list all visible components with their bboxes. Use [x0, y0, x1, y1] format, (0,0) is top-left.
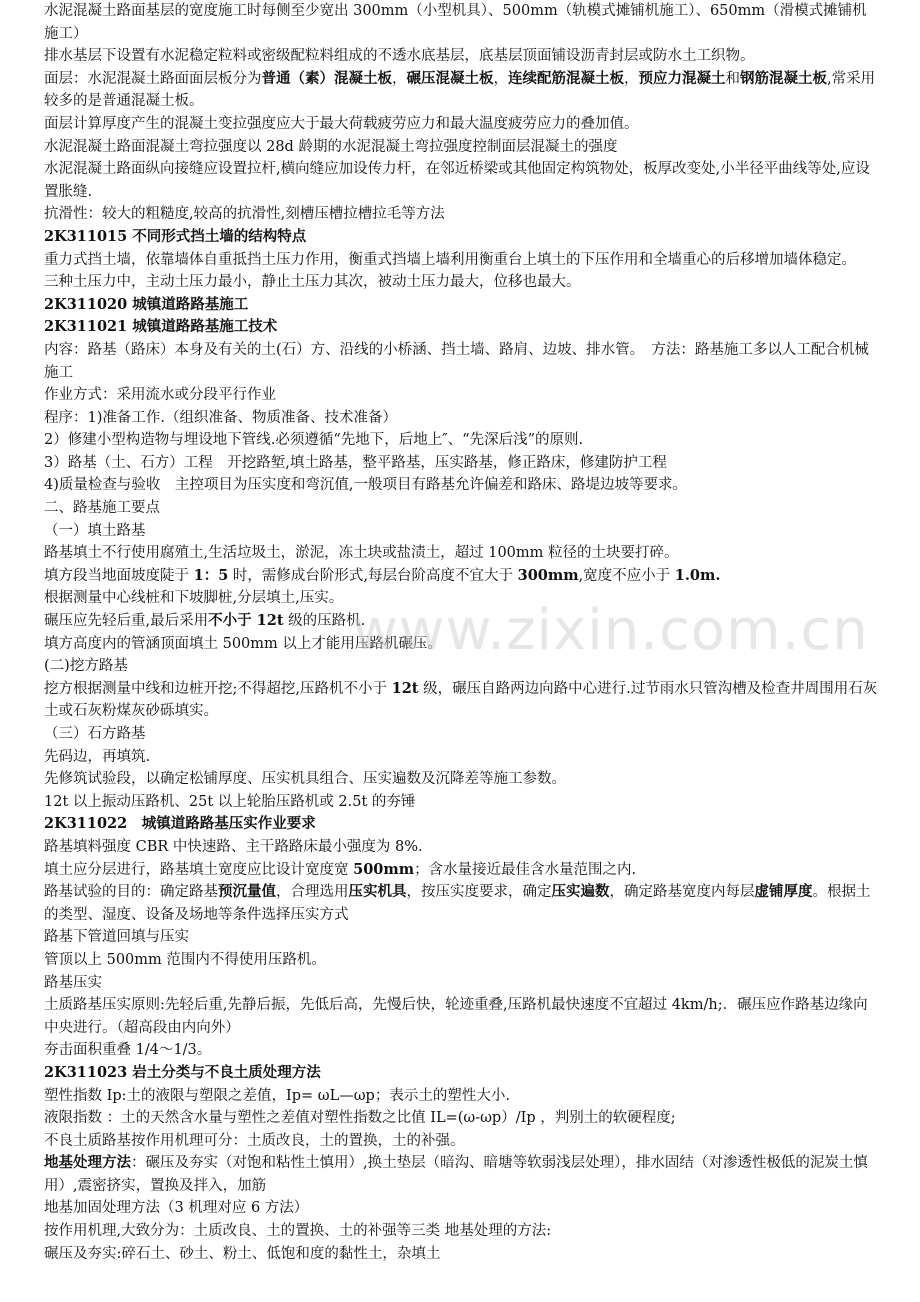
- text-line: [44, 610, 880, 633]
- text-segment: 路基试验的目的：确定路基: [44, 884, 218, 901]
- text-segment: （一）填土路基: [44, 522, 146, 539]
- text-segment: 不良土质路基按作用机理可分：土质改良，土的置换，土的补强。: [44, 1132, 465, 1149]
- text-segment: 2K311020 城镇道路路基施工: [44, 295, 249, 313]
- text-line: [44, 949, 880, 972]
- text-line: [44, 203, 880, 226]
- bold-text: 碾压混凝土板: [406, 69, 494, 87]
- text-line: [44, 113, 880, 136]
- bold-text: 地基处理方法: [44, 1154, 131, 1172]
- text-segment: 水泥混凝土路面混凝土弯拉强度以 28d 龄期的水泥混凝土弯拉强度控制面层混凝土的强度: [44, 138, 618, 155]
- bold-text: 钢筋混凝土板: [740, 69, 827, 87]
- text-line: [44, 678, 880, 723]
- text-line: [44, 633, 880, 656]
- text-segment: ，: [493, 70, 508, 87]
- text-segment: ：碾压及夯实（对饱和粘性土慎用）,换土垫层（暗沟、暗塘等软弱浅层处理），排水固结（对渗透性极低的泥炭土慎用）,震密挤实，置换及拌入，加筋: [44, 1155, 868, 1194]
- bold-text: 预沉量值: [218, 883, 276, 901]
- text-segment: 面层：水泥混凝土路面面层板分为: [44, 70, 262, 87]
- text-line: [44, 542, 880, 565]
- text-segment: 路基填土不行使用腐殖土,生活垃圾土，淤泥，冻土块或盐渍土，超过 100mm 粒径的土块要打碎。: [44, 545, 679, 562]
- bold-text: 不小于 12t: [208, 612, 284, 630]
- text-line: [44, 1197, 880, 1220]
- text-segment: ，确定路基宽度内每层: [609, 884, 755, 901]
- text-line: [44, 926, 880, 949]
- text-line: [44, 655, 880, 678]
- text-segment: 级的压路机.: [283, 613, 366, 630]
- section-heading: [44, 294, 880, 317]
- text-line: [44, 565, 880, 588]
- section-heading: [44, 226, 880, 249]
- bold-text: 500mm: [353, 860, 415, 878]
- section-heading: [44, 316, 880, 339]
- text-segment: 夯击面积重叠 1/4～1/3。: [44, 1042, 212, 1059]
- bold-text: 300mm: [517, 566, 579, 584]
- text-line: [44, 972, 880, 995]
- text-segment: 二、路基施工要点: [44, 500, 160, 517]
- text-line: [44, 859, 880, 882]
- text-line: [44, 1152, 880, 1197]
- text-line: [44, 497, 880, 520]
- text-segment: 抗滑性：较大的粗糙度,较高的抗滑性,刻槽压槽拉槽拉毛等方法: [44, 206, 445, 223]
- text-segment: (二)挖方路基: [44, 658, 128, 675]
- text-line: [44, 1243, 880, 1266]
- text-line: [44, 452, 880, 475]
- text-line: [44, 407, 880, 430]
- text-segment: 先修筑试验段，以确定松铺厚度、压实机具组合、压实遍数及沉降差等施工参数。: [44, 771, 566, 788]
- text-segment: 路基填料强度 CBR 中快速路、主干路路床最小强度为 8%.: [44, 838, 423, 855]
- text-segment: 2K311021 城镇道路路基施工技术: [44, 318, 278, 336]
- text-segment: 碾压及夯实:碎石土、砂土、粉土、低饱和度的黏性土，杂填土: [44, 1245, 441, 1262]
- text-segment: ；含水量接近最佳含水量范围之内.: [414, 861, 637, 878]
- text-line: [44, 768, 880, 791]
- text-segment: 12t 以上振动压路机、25t 以上轮胎压路机或 2.5t 的夯锤: [44, 793, 416, 810]
- bold-text: 压实机具: [348, 883, 407, 901]
- text-segment: 。根据土的类型、湿度、设备及场地等条件选择压实方式: [44, 884, 871, 923]
- text-line: [44, 429, 880, 452]
- text-segment: 级，碾压自路两边向路中心进行.过节雨水只管沟槽及检查井周围用石灰土或石灰粉煤灰砂砾填实。: [44, 680, 878, 720]
- text-line: [44, 994, 880, 1039]
- text-segment: 排水基层下设置有水泥稳定粒料或密级配粒料组成的不透水底基层，底基层顶面铺设沥青封层或防水土工织物。: [44, 48, 755, 65]
- bold-text: 压实遍数: [551, 883, 610, 901]
- text-segment: 填方高度内的管涵顶面填土 500mm 以上才能用压路机碾压。: [44, 635, 442, 652]
- text-segment: 面层计算厚度产生的混凝土变拉强度应大于最大荷载疲劳应力和最大温度疲劳应力的叠加值。: [44, 115, 639, 132]
- bold-text: 1：5: [193, 566, 229, 584]
- text-segment: 挖方根据测量中线和边桩开挖;不得超挖,压路机不小于: [44, 680, 392, 697]
- text-line: [44, 0, 880, 45]
- text-segment: 水泥混凝土路面基层的宽度施工时每侧至少宽出 300mm（小型机具）、500mm（轨模式摊铺机施工）、650mm（滑模式摊铺机施工）: [44, 3, 867, 42]
- text-line: [44, 1130, 880, 1153]
- bold-text: 1.0m.: [674, 566, 721, 584]
- text-segment: ，合理选用: [276, 884, 349, 901]
- text-segment: ，: [624, 70, 639, 87]
- text-line: [44, 1085, 880, 1108]
- text-segment: ，按压实度要求，确定: [406, 884, 552, 901]
- text-segment: 2K311022 城镇道路路基压实作业要求: [44, 815, 316, 833]
- text-line: [44, 249, 880, 272]
- text-line: [44, 1107, 880, 1130]
- text-line: [44, 520, 880, 543]
- text-segment: 路基下管道回填与压实: [44, 929, 189, 946]
- text-segment: 水泥混凝土路面纵向接缝应设置拉杆,横向缝应加设传力杆，在邻近桥梁或其他固定构筑物处，板厚改变处,小半径平曲线等处,应设置胀缝.: [44, 161, 870, 200]
- text-segment: 根据测量中心线桩和下坡脚桩,分层填土,压实。: [44, 590, 344, 607]
- text-line: [44, 271, 880, 294]
- text-segment: ,常采用较多的是普通混凝土板。: [44, 70, 876, 110]
- text-segment: 碾压应先轻后重,最后采用: [44, 613, 209, 630]
- text-line: [44, 791, 880, 814]
- bold-text: 连续配筋混凝土板: [508, 69, 624, 87]
- text-segment: 2）修建小型构造物与埋设地下管线.必须遵循“先地下，后地上″、“先深后浅”的原则.: [44, 432, 584, 449]
- text-segment: 地基加固处理方法（3 机理对应 6 方法）: [44, 1200, 309, 1217]
- text-segment: 时，需修成台阶形式,每层台阶高度不宜大于: [228, 567, 518, 584]
- bold-text: 12t: [391, 679, 419, 697]
- text-segment: 填土应分层进行，路基填土宽度应比设计宽度宽: [44, 861, 354, 878]
- watermark: www.zixin.com.cn: [352, 598, 869, 663]
- section-heading: [44, 813, 880, 836]
- text-segment: 3）路基（土、石方）工程 开挖路堑,填土路基，整平路基，压实路基，修正路床，修建防护工程: [44, 454, 667, 471]
- text-segment: 2K311023 岩土分类与不良土质处理方法: [44, 1063, 321, 1081]
- text-line: [44, 1039, 880, 1062]
- document-body: [44, 0, 880, 1265]
- text-line: [44, 836, 880, 859]
- text-line: [44, 339, 880, 384]
- text-segment: 4)质量检查与验收 主控项目为压实度和弯沉值,一般项目有路基允许偏差和路床、路堤边坡等要求。: [44, 477, 687, 494]
- text-segment: 作业方式：采用流水或分段平行作业: [44, 387, 276, 404]
- text-segment: ,宽度不应小于: [578, 567, 675, 584]
- text-line: [44, 746, 880, 769]
- text-segment: 和: [725, 70, 740, 87]
- text-segment: 内容：路基（路床）本身及有关的土(石）方、沿线的小桥涵、挡土墙、路肩、边坡、排水管。 方法：路基施工多以人工配合机械施工: [44, 341, 869, 381]
- text-line: [44, 384, 880, 407]
- text-line: [44, 136, 880, 159]
- text-line: [44, 158, 880, 203]
- text-segment: 重力式挡土墙，依靠墙体自重抵挡土压力作用，衡重式挡墙上墙利用衡重台上填土的下压作用和全墙重心的后移增加墙体稳定。: [44, 251, 856, 268]
- text-line: [44, 881, 880, 926]
- bold-text: 虚铺厚度: [754, 883, 813, 901]
- text-line: [44, 68, 880, 113]
- text-line: [44, 587, 880, 610]
- text-line: [44, 474, 880, 497]
- section-heading: [44, 1062, 880, 1085]
- bold-text: 预应力混凝土: [638, 69, 726, 87]
- text-line: [44, 45, 880, 68]
- text-line: [44, 723, 880, 746]
- text-segment: 按作用机理,大致分为：土质改良、土的置换、土的补强等三类 地基处理的方法:: [44, 1223, 552, 1240]
- text-segment: ，: [392, 70, 407, 87]
- bold-text: 普通（素）混凝土板: [261, 69, 392, 87]
- text-segment: 液限指数 ：土的天然含水量与塑性之差值对塑性指数之比值 IL=(ω-ωp）/Ip ，判别土的软硬程度;: [44, 1110, 676, 1127]
- text-line: [44, 1220, 880, 1243]
- text-segment: 土质路基压实原则:先轻后重,先静后振，先低后高，先慢后快，轮迹重叠,压路机最快速度不宜超过 4km/h;．碾压应作路基边缘向中央进行。（超高段由内向外）: [44, 997, 868, 1036]
- text-segment: 填方段当地面坡度陡于: [44, 567, 194, 584]
- text-segment: （三）石方路基: [44, 726, 146, 742]
- text-segment: 路基压实: [44, 974, 102, 991]
- text-segment: 三种土压力中，主动土压力最小，静止土压力其次，被动土压力最大，位移也最大。: [44, 274, 581, 291]
- text-segment: 塑性指数 Ip:土的液限与塑限之差值，Ip= ωL—ωp；表示土的塑性大小.: [44, 1087, 510, 1104]
- text-segment: 2K311015 不同形式挡土墙的结构特点: [44, 227, 307, 245]
- text-segment: 先码边，再填筑.: [44, 748, 151, 765]
- text-segment: 管顶以上 500mm 范围内不得使用压路机。: [44, 951, 326, 968]
- text-segment: 程序：1)准备工作.（组织准备、物质准备、技术准备）: [44, 409, 397, 426]
